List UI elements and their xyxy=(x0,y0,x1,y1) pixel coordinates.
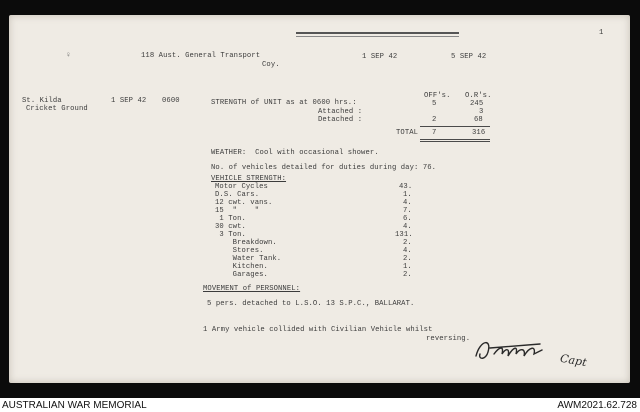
vehicle-name: Breakdown. xyxy=(215,239,277,247)
vehicle-count: 1. xyxy=(403,263,412,271)
strength-row-offrs: 2 xyxy=(432,116,437,124)
vehicle-name: Water Tank. xyxy=(215,255,282,263)
stamp-mark: ♀ xyxy=(66,51,71,60)
total-ors: 316 xyxy=(472,129,486,137)
vehicle-count: 4. xyxy=(403,223,412,231)
place-line2: Cricket Ground xyxy=(26,105,88,113)
vehicle-count: 4. xyxy=(403,247,412,255)
strength-row-label: Attached : xyxy=(318,108,363,116)
unit-name-cont: Coy. xyxy=(262,61,280,69)
strength-row-ors: 68 xyxy=(474,116,483,124)
movement-line: 5 pers. detached to L.S.O. 13 S.P.C., BALLARAT. xyxy=(207,300,415,308)
strength-row-label: Detached : xyxy=(318,116,363,124)
vehicle-name: 3 Ton. xyxy=(215,231,246,239)
col-header-offrs: OFF's. xyxy=(424,92,451,100)
place-line1: St. Kilda xyxy=(22,97,62,105)
vehicle-count: 131. xyxy=(395,231,413,239)
vehicle-count: 6. xyxy=(403,215,412,223)
total-label: TOTAL xyxy=(396,129,419,137)
handwritten-signature xyxy=(470,332,570,368)
movement-title: MOVEMENT of PERSONNEL: xyxy=(203,285,301,293)
vehicle-strength-title: VEHICLE STRENGTH: xyxy=(211,175,287,183)
vehicle-name: Motor Cycles xyxy=(215,183,268,191)
total-double-rule-2 xyxy=(420,141,490,142)
header-rule-top xyxy=(296,32,459,34)
vehicle-name: D.S. Cars. xyxy=(215,191,260,199)
footer-accession-number: AWM2021.62.728 xyxy=(557,400,637,411)
page-number: 1 xyxy=(599,29,604,37)
signature-rank: Capt xyxy=(559,351,588,370)
strength-title: STRENGTH of UNIT as at 0600 hrs.: xyxy=(211,99,357,107)
vehicle-name: 15 " " xyxy=(215,207,260,215)
total-offrs: 7 xyxy=(432,129,437,137)
vehicle-name: 30 cwt. xyxy=(215,223,246,231)
footer-archive-name: AUSTRALIAN WAR MEMORIAL xyxy=(2,400,147,411)
date-from: 1 SEP 42 xyxy=(362,53,398,61)
vehicle-name: Stores. xyxy=(215,247,264,255)
entry-time: 0600 xyxy=(162,97,180,105)
total-double-rule-1 xyxy=(420,139,490,140)
vehicle-count: 7. xyxy=(403,207,412,215)
vehicle-count: 2. xyxy=(403,271,412,279)
header-rule-bottom xyxy=(296,36,459,37)
vehicle-name: 12 cwt. vans. xyxy=(215,199,273,207)
incident-line2: reversing. xyxy=(426,335,471,343)
total-rule xyxy=(420,126,490,127)
vehicles-detailed-line: No. of vehicles detailed for duties during day: 76. xyxy=(211,164,437,172)
vehicle-name: Kitchen. xyxy=(215,263,268,271)
vehicle-count: 43. xyxy=(399,183,413,191)
incident-line1: 1 Army vehicle collided with Civilian Vehicle whilst xyxy=(203,326,433,334)
date-to: 5 SEP 42 xyxy=(451,53,487,61)
strength-row-ors: 245 xyxy=(470,100,484,108)
vehicle-count: 2. xyxy=(403,239,412,247)
strength-row-offrs: 5 xyxy=(432,100,437,108)
vehicle-name: Garages. xyxy=(215,271,268,279)
col-header-ors: O.R's. xyxy=(465,92,492,100)
strength-row-ors: 3 xyxy=(479,108,484,116)
vehicle-count: 2. xyxy=(403,255,412,263)
vehicle-count: 4. xyxy=(403,199,412,207)
weather-line: WEATHER: Cool with occasional shower. xyxy=(211,149,379,157)
vehicle-name: 1 Ton. xyxy=(215,215,246,223)
vehicle-count: 1. xyxy=(403,191,412,199)
entry-date: 1 SEP 42 xyxy=(111,97,147,105)
unit-name: 118 Aust. General Transport xyxy=(141,52,261,60)
